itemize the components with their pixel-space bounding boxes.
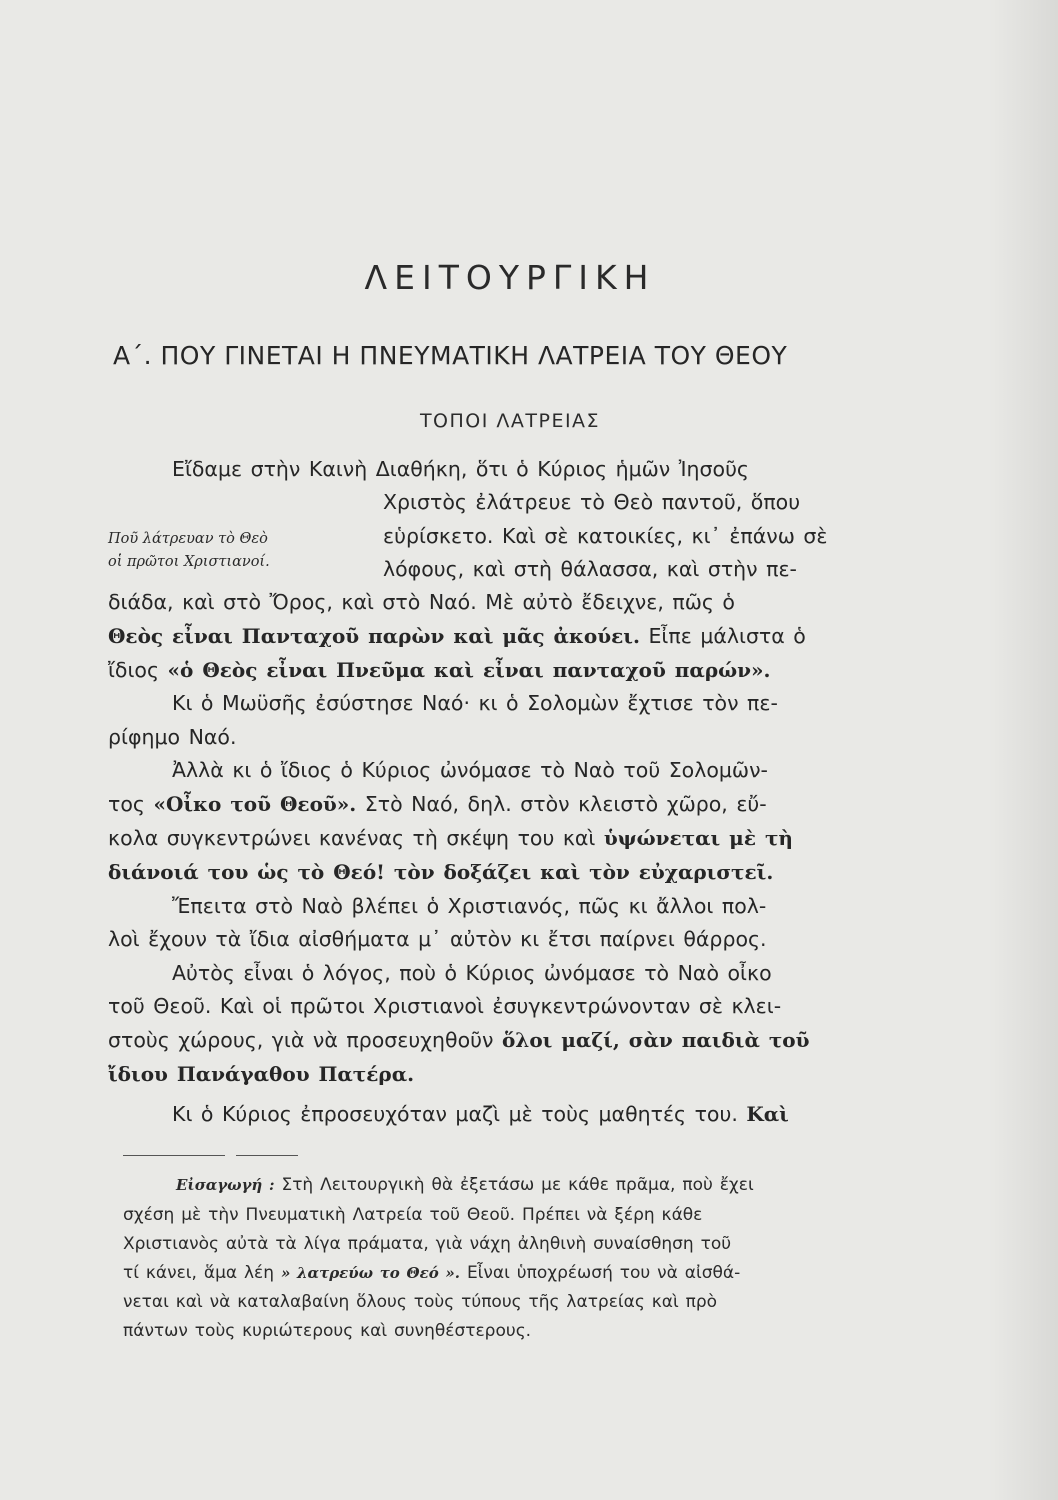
body-line: λοὶ ἔχουν τὰ ἴδια αἰσθήματα μ᾿ αὐτὸν κι ἔτσι παίρνει θάρρος. (108, 927, 767, 951)
body-text-span: κολα συγκεντρώνει κανένας τὴ σκέψη του καὶ (108, 826, 596, 850)
footnote-line (123, 1263, 740, 1283)
body-line-bold: διάνοιά του ὡς τὸ Θεό! τὸν δοξάζει καὶ τὸν εὐχαριστεῖ. (108, 860, 774, 884)
footnote-text: τί κάνει, ἅμα λέη (123, 1263, 275, 1283)
footnote-text: Εἶναι ὑποχρέωσή του νὰ αἰσθά- (466, 1263, 741, 1283)
body-line (108, 792, 767, 816)
body-line (108, 1028, 810, 1052)
margin-note-line: Ποῦ λάτρευαν τὸ Θεὸ (108, 531, 268, 547)
footnote-divider (236, 1155, 298, 1156)
body-line: Εἴδαμε στὴν Καινὴ Διαθήκη, ὅτι ὁ Κύριος ἡμῶν Ἰησοῦς (172, 457, 749, 481)
document-title: ΛΕΙΤΟΥΡΓΙΚΗ (364, 258, 656, 297)
emphasis-text: Θεὸς εἶναι Πανταχοῦ παρὼν καὶ μᾶς ἀκούει. (108, 624, 640, 648)
body-line: λόφους, καὶ στὴ θάλασσα, καὶ στὴν πε- (383, 557, 797, 581)
body-line (108, 624, 806, 648)
emphasis-quote: «ὁ Θεὸς εἶναι Πνεῦμα καὶ εἶναι πανταχοῦ παρών». (167, 658, 771, 682)
body-line: Ἀλλὰ κι ὁ ἴδιος ὁ Κύριος ὠνόμασε τὸ Ναὸ τοῦ Σολομῶν- (172, 758, 768, 782)
body-line: Κι ὁ Μωϋσῆς ἐσύστησε Ναό· κι ὁ Σολομὼν ἔχτισε τὸν πε- (172, 691, 778, 715)
body-line: Αὐτὸς εἶναι ὁ λόγος, ποὺ ὁ Κύριος ὠνόμασε τὸ Ναὸ οἶκο (172, 961, 772, 985)
margin-note-line: οἱ πρῶτοι Χριστιανοί. (108, 554, 270, 570)
emphasis-text: ὑψώνεται μὲ τὴ (603, 826, 793, 850)
footnote-line: πάντων τοὺς κυριώτερους καὶ συνηθέστερους. (123, 1321, 532, 1341)
chapter-title: Α΄. ΠΟΥ ΓΙΝΕΤΑΙ Η ΠΝΕΥΜΑΤΙΚΗ ΛΑΤΡΕΙΑ ΤΟΥ ΘΕΟΥ (113, 341, 788, 370)
body-text-span: Στὸ Ναό, δηλ. στὸν κλειστὸ χῶρο, εὔ- (364, 792, 767, 816)
body-text-span: Εἶπε μάλιστα ὁ (648, 624, 806, 648)
footnote-quote: » λατρεύω το Θεό ». (280, 1264, 461, 1282)
emphasis-quote: «Οἶκο τοῦ Θεοῦ». (153, 792, 357, 816)
body-line: εὑρίσκετο. Καὶ σὲ κατοικίες, κι᾿ ἐπάνω σὲ (383, 524, 828, 548)
footnote-line (176, 1175, 754, 1195)
footnote-text: Στὴ Λειτουργικὴ θὰ ἐξετάσω με κάθε πρᾶμα, ποὺ ἔχει (281, 1175, 754, 1195)
body-text-span: τος (108, 792, 145, 816)
footnote-line: Χριστιανὸς αὐτὰ τὰ λίγα πράματα, γιὰ νάχη ἀληθινὴ συναίσθηση τοῦ (123, 1234, 732, 1254)
body-text-span: στοὺς χώρους, γιὰ νὰ προσευχηθοῦν (108, 1028, 494, 1052)
emphasis-text: Καὶ (746, 1102, 789, 1126)
body-line (108, 826, 793, 850)
body-line: τοῦ Θεοῦ. Καὶ οἱ πρῶτοι Χριστιανοὶ ἐσυγκεντρώνονταν σὲ κλει- (108, 994, 782, 1018)
body-line: διάδα, καὶ στὸ Ὄρος, καὶ στὸ Ναό. Μὲ αὐτὸ ἔδειχνε, πῶς ὁ (108, 590, 735, 614)
body-line-bold: ἴδιου Πανάγαθου Πατέρα. (108, 1062, 415, 1086)
footnote-line: νεται καὶ νὰ καταλαβαίνη ὅλους τοὺς τύπους τῆς λατρείας καὶ πρὸ (123, 1292, 718, 1312)
footnote-divider (123, 1155, 225, 1156)
footnote-label: Εἰσαγωγή : (176, 1176, 275, 1194)
body-text-span: ἴδιος (108, 658, 159, 682)
section-subtitle: ΤΟΠΟΙ ΛΑΤΡΕΙΑΣ (419, 410, 601, 432)
body-line (172, 1102, 789, 1126)
body-line (108, 658, 771, 682)
emphasis-text: ὅλοι μαζί, σὰν παιδιὰ τοῦ (501, 1028, 810, 1052)
body-text-span: Κι ὁ Κύριος ἐπροσευχόταν μαζὶ μὲ τοὺς μαθητές του. (172, 1102, 738, 1126)
footnote-line: σχέση μὲ τὴν Πνευματικὴ Λατρεία τοῦ Θεοῦ. Πρέπει νὰ ξέρη κάθε (123, 1205, 703, 1225)
body-line: ρίφημο Ναό. (108, 725, 237, 749)
body-line: Χριστὸς ἐλάτρευε τὸ Θεὸ παντοῦ, ὅπου (383, 490, 801, 514)
body-line: Ἔπειτα στὸ Ναὸ βλέπει ὁ Χριστιανός, πῶς κι ἄλλοι πολ- (172, 894, 767, 918)
